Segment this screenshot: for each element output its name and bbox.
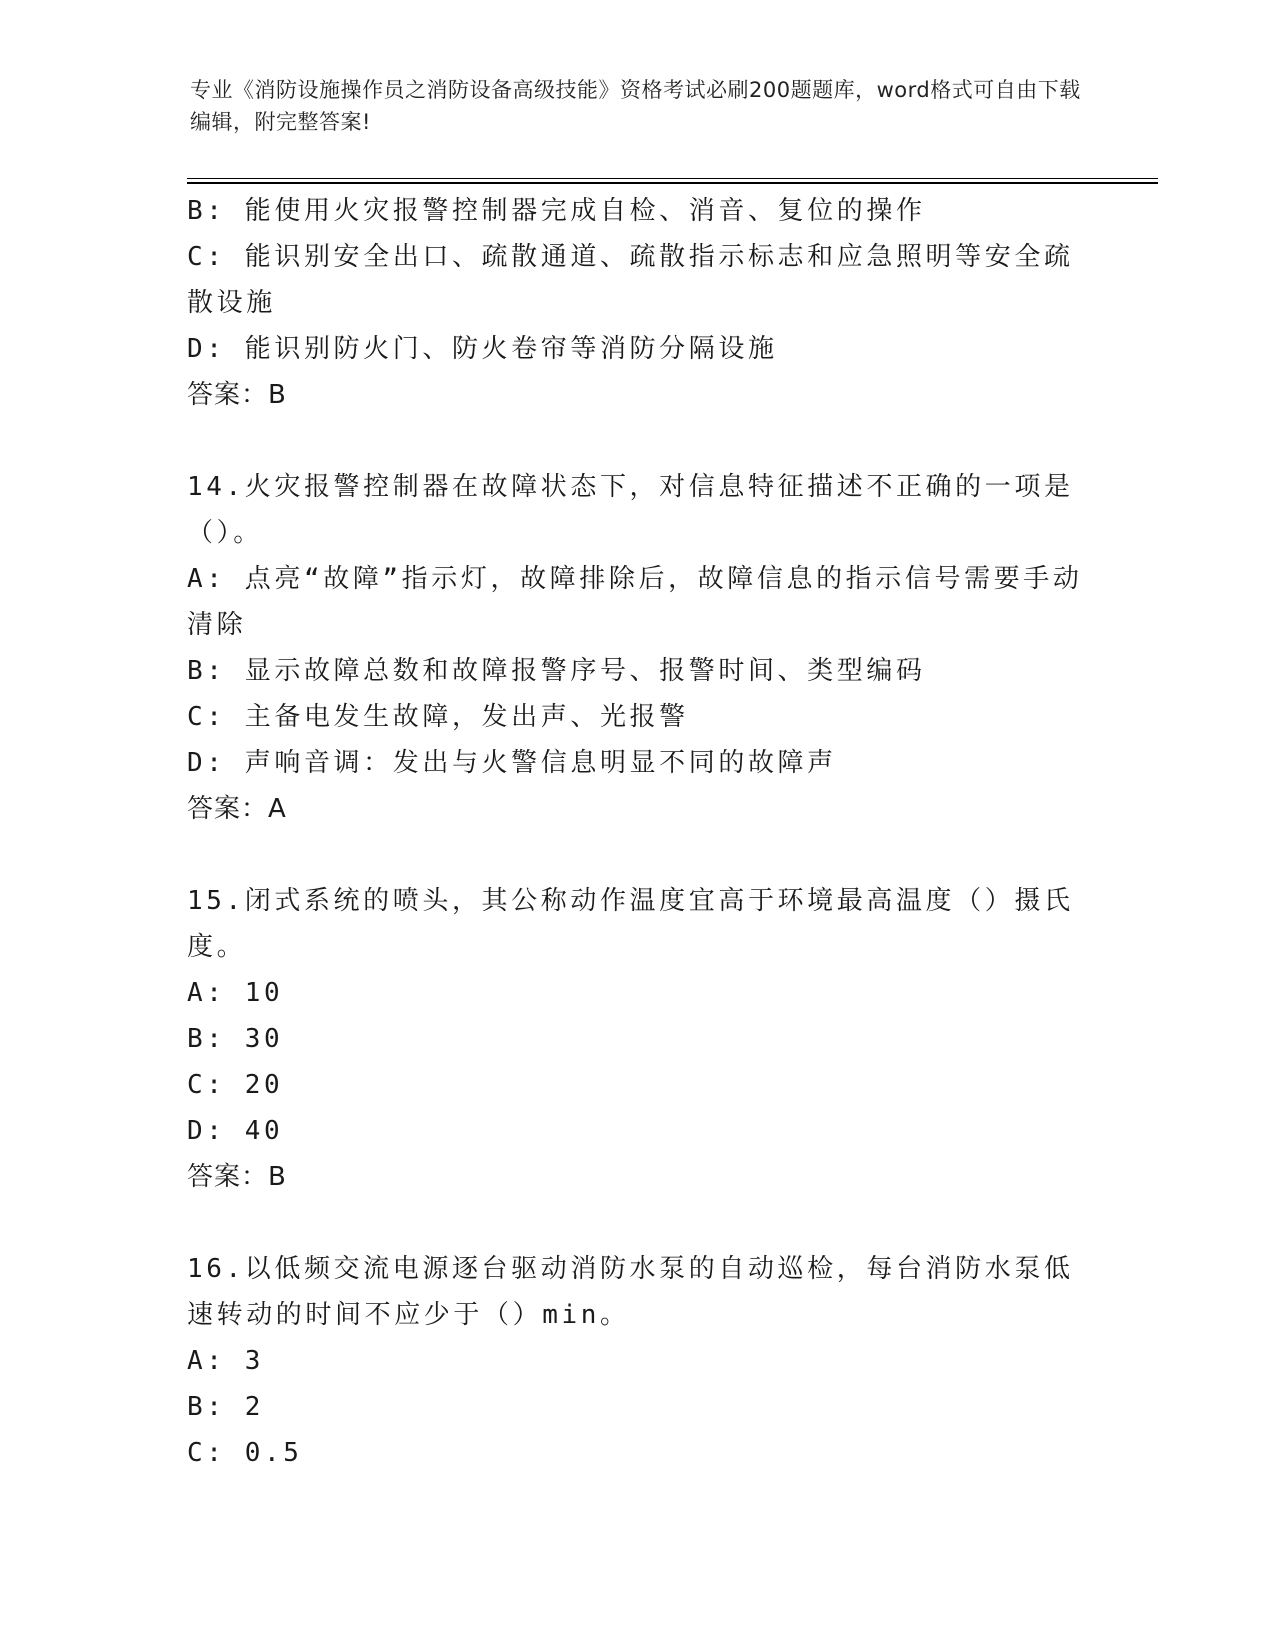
q14-option-d: D: 声响音调：发出与火警信息明显不同的故障声: [187, 748, 837, 778]
q15-answer: 答案：B: [187, 1162, 287, 1192]
q16-option-a: A: 3: [187, 1346, 265, 1376]
spacer: [187, 418, 1087, 464]
q14-option-c: C: 主备电发生故障，发出声、光报警: [187, 702, 689, 732]
header-divider-thin: [187, 178, 1158, 179]
q16-option-c: C: 0.5: [187, 1438, 303, 1468]
q13-option-d: D: 能识别防火门、防火卷帘等消防分隔设施: [187, 334, 778, 364]
spacer: [187, 1200, 1087, 1246]
q15-option-b: B: 30: [187, 1024, 284, 1054]
q13-option-b: B: 能使用火灾报警控制器完成自检、消音、复位的操作: [187, 196, 926, 226]
q16-option-b: B: 2: [187, 1392, 265, 1422]
q14-option-b: B: 显示故障总数和故障报警序号、报警时间、类型编码: [187, 656, 926, 686]
q14-question: 14.火灾报警控制器在故障状态下，对信息特征描述不正确的一项是（）。: [187, 472, 1074, 548]
q14-option-a: A: 点亮“故障”指示灯，故障排除后，故障信息的指示信号需要手动清除: [187, 564, 1083, 640]
q15-question: 15.闭式系统的喷头，其公称动作温度宜高于环境最高温度（）摄氏度。: [187, 886, 1074, 962]
document-header: 专业《消防设施操作员之消防设备高级技能》资格考试必刷200题题库，word格式可自由下载编辑，附完整答案!: [190, 78, 1081, 134]
spacer: [187, 832, 1087, 878]
q15-option-c: C: 20: [187, 1070, 284, 1100]
header-divider-thick: [187, 182, 1158, 184]
q14-answer: 答案：A: [187, 794, 287, 824]
q16-question: 16.以低频交流电源逐台驱动消防水泵的自动巡检，每台消防水泵低速转动的时间不应少于（）min。: [187, 1254, 1074, 1330]
q15-option-a: A: 10: [187, 978, 284, 1008]
question-content: [187, 188, 1087, 1476]
q13-answer: 答案：B: [187, 380, 287, 410]
q13-option-c: C: 能识别安全出口、疏散通道、疏散指示标志和应急照明等安全疏散设施: [187, 242, 1074, 318]
q15-option-d: D: 40: [187, 1116, 284, 1146]
